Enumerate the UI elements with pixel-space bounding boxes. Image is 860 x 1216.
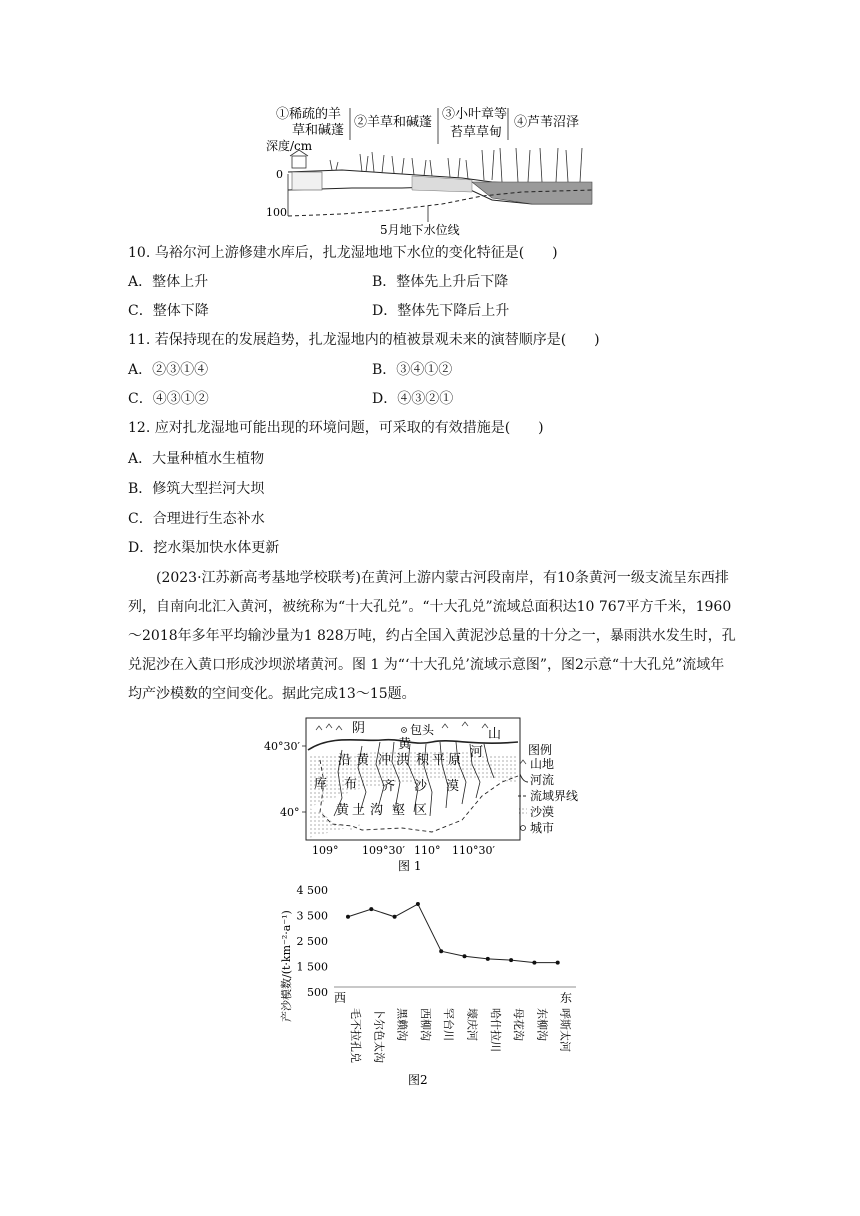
kongdui-basin-map [262, 712, 602, 878]
data-point-5 [463, 954, 467, 958]
zone-4-label: ④芦苇沼泽 [514, 115, 580, 130]
map-label-sha: 沙 [414, 779, 428, 794]
x-category-label: 母花沟 [512, 1008, 526, 1041]
depth-tick-100: 100 [266, 206, 287, 219]
chart-direction-west: 西 [334, 991, 347, 1005]
map-label-gou: 沟 [370, 803, 384, 818]
legend-desert: 沙漠 [530, 805, 555, 819]
map-label-hong: 洪 [396, 753, 410, 768]
y-tick-label: 4 500 [296, 884, 328, 897]
map-label-yin: 阴 [352, 721, 366, 736]
chart-caption: 图2 [408, 1073, 428, 1087]
data-point-9 [556, 961, 560, 965]
data-point-2 [393, 915, 397, 919]
zone-1-label-line2: 草和碱蓬 [292, 123, 345, 138]
lon-label-10930: 109°30′ [362, 844, 405, 857]
legend-city-icon [521, 826, 526, 831]
data-point-3 [416, 902, 420, 906]
question-10-stem: 乌裕尔河上游修建水库后，扎龙湿地地下水位的变化特征是( ) [154, 245, 558, 261]
q12-option-a[interactable]: A．大量种植水生植物 [128, 451, 265, 467]
map-label-huang2: 黄 [356, 753, 370, 768]
data-point-6 [486, 957, 490, 961]
x-category-label: 黑赖沟 [395, 1008, 409, 1041]
map-label-qu: 区 [414, 803, 428, 818]
q12-option-b[interactable]: B．修筑大型拦河大坝 [128, 481, 265, 497]
groundwater-line-label: 5月地下水位线 [380, 223, 460, 237]
y-tick-label: 1 500 [296, 960, 328, 974]
y-tick-label: 2 500 [296, 935, 328, 948]
question-11-stem: 若保持现在的发展趋势，扎龙湿地内的植被景观未来的演替顺序是( ) [154, 332, 600, 348]
map-label-mo: 漠 [446, 779, 460, 794]
sediment-yield-line [348, 904, 558, 963]
x-category-label: 毛不拉孔兑 [349, 1008, 362, 1063]
question-10 [128, 243, 558, 263]
map-label-qi: 齐 [382, 779, 396, 794]
depth-tick-0: 0 [276, 168, 283, 181]
sediment-yield-chart-svg [276, 882, 586, 1088]
legend-desert-icon [519, 808, 527, 815]
question-12 [128, 418, 544, 438]
question-10-number: 10. [128, 245, 151, 261]
zone-2-label: ②羊草和碱蓬 [354, 115, 433, 130]
map-label-he2: 壑 [392, 803, 406, 818]
legend-title: 图例 [528, 743, 553, 757]
question-11-number: 11. [128, 332, 151, 348]
map-label-ji: 积 [416, 753, 430, 768]
q11-option-a[interactable]: A．②③①④ [128, 362, 209, 378]
sediment-yield-chart [276, 882, 586, 1088]
x-category-label: 东柳沟 [535, 1008, 549, 1041]
data-point-0 [346, 915, 350, 919]
map-label-shan: 山 [488, 727, 502, 742]
y-tick-label: 3 500 [296, 909, 328, 923]
lon-label-110: 110° [414, 844, 441, 857]
wetland-cross-section-figure [262, 100, 602, 240]
map-label-bu: 布 [344, 777, 358, 792]
zone-3-label-line1: ③小叶章等 [442, 107, 508, 122]
data-point-1 [369, 907, 373, 911]
x-category-label: 西柳沟 [418, 1008, 432, 1041]
cross-section-svg [262, 100, 602, 240]
legend-boundary: 流域界线 [530, 789, 579, 803]
q10-option-c[interactable]: C．整体下降 [128, 303, 209, 319]
map-label-huang3: 黄 [336, 803, 350, 818]
data-point-8 [532, 961, 536, 965]
lat-label-4030: 40°30′ [264, 740, 300, 753]
question-12-number: 12. [128, 420, 151, 436]
map-label-yan: 沿 [338, 753, 352, 768]
q10-option-b[interactable]: B．整体先上升后下降 [372, 274, 509, 290]
q11-option-d[interactable]: D．④③②① [372, 391, 454, 407]
map-label-ku: 库 [314, 777, 328, 792]
legend-river-icon [520, 774, 528, 782]
zone-3-label-line2: 苔草草甸 [450, 125, 503, 140]
chart-direction-east: 东 [560, 991, 573, 1005]
chart-y-axis-label: 产沙模数/(t·km⁻²·a⁻¹) [280, 910, 293, 1022]
map-label-ping: 平 [432, 753, 446, 768]
lat-label-40: 40° [280, 806, 300, 819]
q12-option-d[interactable]: D．挖水渠加快水体更新 [128, 540, 280, 556]
map-label-chong: 冲 [378, 753, 392, 768]
q10-option-d[interactable]: D．整体先下降后上升 [372, 303, 510, 319]
map-label-baotou: 包头 [410, 723, 435, 737]
question-11 [128, 330, 600, 350]
legend-river: 河流 [530, 773, 555, 787]
map-label-tu: 土 [352, 803, 366, 818]
lon-label-109: 109° [312, 844, 339, 857]
legend-city: 城市 [530, 821, 555, 835]
data-point-7 [509, 958, 513, 962]
legend-mountain: 山地 [530, 757, 555, 771]
x-category-label: 壕庆河 [465, 1008, 479, 1041]
q12-option-c[interactable]: C．合理进行生态补水 [128, 511, 265, 527]
x-category-label: 罕台川 [442, 1008, 456, 1041]
x-category-label: 哈什拉川 [488, 1008, 502, 1052]
q10-option-a[interactable]: A．整体上升 [128, 274, 209, 290]
map-label-huang: 黄 [398, 737, 412, 752]
map-caption: 图 1 [398, 859, 422, 873]
x-category-label: 呼斯太河 [558, 1008, 572, 1052]
legend-mountain-icon [520, 760, 526, 764]
zone-1-label-line1: ①稀疏的羊 [276, 107, 342, 122]
map-label-yuan: 原 [448, 753, 462, 768]
q11-option-b[interactable]: B．③④①② [372, 362, 453, 378]
map-label-he: 河 [470, 745, 484, 760]
lon-label-11030: 110°30′ [452, 844, 495, 857]
y-tick-label: 500 [307, 986, 328, 999]
passage-13-15: (2023·江苏新高考基地学校联考)在黄河上游内蒙古河段南岸，有10条黄河一级支流呈东西排列，自南向北汇入黄河，被统称为“十大孔兑”。“十大孔兑”流域总面积达10 767平方千米，1960～2018年多年平均输沙量为1 828万吨，约占全国入黄泥沙总量的十分之一，暴雨洪水发生时，孔兑泥沙在入黄口形成沙坝淤堵黄河。图 1 为“‘十大孔兑’流域示意图”，图2示意“十大孔兑”流域年均产沙模数的空间变化。据此完成13～15题。 [128, 570, 736, 702]
basin-map-svg [262, 712, 602, 878]
depth-axis-label: 深度/cm [266, 139, 313, 153]
q11-option-c[interactable]: C．④③①② [128, 391, 209, 407]
question-12-stem: 应对扎龙湿地可能出现的环境问题，可采取的有效措施是( ) [154, 420, 544, 436]
data-point-4 [439, 949, 443, 953]
x-category-label: 卜尔色太沟 [372, 1008, 386, 1063]
